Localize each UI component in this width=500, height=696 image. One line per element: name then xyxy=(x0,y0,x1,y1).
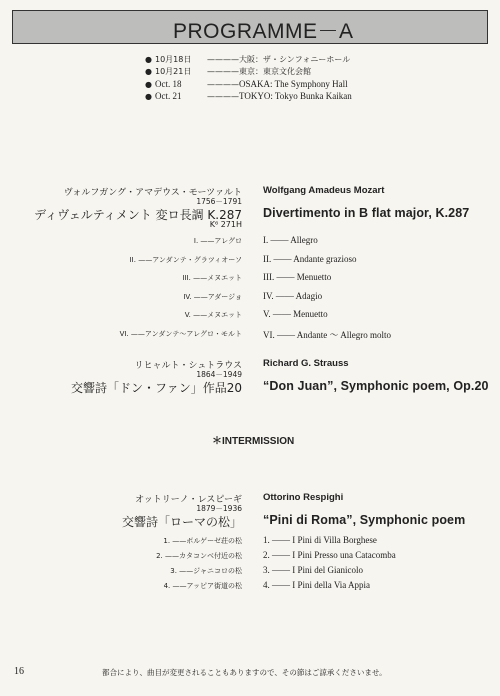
schedule-venue: 東京：東京文化会館 xyxy=(239,67,311,76)
programme-title: PROGRAMME－A xyxy=(173,20,354,43)
schedule-date: 10月21日 xyxy=(155,67,192,76)
schedule-venue: TOKYO: Tokyo Bunka Kaikan xyxy=(239,91,352,101)
movement-en: V. —— Menuetto xyxy=(263,309,328,319)
movement-jp: VI. ——アンダンテ～アレグロ・モルト xyxy=(119,329,242,338)
schedule-separator: ———— xyxy=(207,67,239,76)
respighi-jp-title: 交響詩「ローマの松」 xyxy=(121,515,242,529)
movement-jp: 2. ——カタコンベ付近の松 xyxy=(156,552,242,560)
mozart-jp-title: ディヴェルティメント 変ロ長調 K.287 xyxy=(34,208,242,222)
schedule-venue: OSAKA: The Symphony Hall xyxy=(239,79,348,89)
mozart-en-title: Divertimento in B flat major, K.287 xyxy=(263,206,470,220)
footer-note: 都合により、曲目が変更されることもありますので、その節はご諒承くださいませ。 xyxy=(102,668,387,677)
movement-en: VI. —— Andante ～ Allegro molto xyxy=(263,329,391,340)
movement-jp: 1. ——ボルゲーゼ荘の松 xyxy=(163,537,242,545)
strauss-en-title: “Don Juan”, Symphonic poem, Op.20 xyxy=(263,379,489,393)
movement-jp: III. ——メヌエット xyxy=(182,274,242,282)
movement-jp: 3. ——ジャニコロの松 xyxy=(170,567,242,575)
schedule-date: 10月18日 xyxy=(155,55,192,64)
schedule-row xyxy=(145,54,352,66)
respighi-jp-name: オットリーノ・レスピーギ xyxy=(135,495,242,505)
movement-jp: V. ——メヌエット xyxy=(184,311,242,319)
bullet-icon: ● xyxy=(145,67,152,76)
movement-en: I. —— Allegro xyxy=(263,235,318,245)
movement-en: IV. —— Adagio xyxy=(263,290,323,301)
schedule-list xyxy=(145,54,352,102)
strauss-jp-title: 交響詩「ドン・ファン」作品20 xyxy=(70,381,242,395)
programme-header xyxy=(12,10,488,44)
respighi-years: 1879－1936 xyxy=(196,504,242,513)
schedule-date: Oct. 21 xyxy=(155,91,182,101)
bullet-icon: ● xyxy=(145,80,152,89)
mozart-jp-name: ヴォルフガング・アマデウス・モーツァルト xyxy=(63,188,242,198)
mozart-en-name: Wolfgang Amadeus Mozart xyxy=(263,185,385,196)
strauss-years: 1864－1949 xyxy=(196,370,242,379)
movement-en: 3. —— I Pini del Gianicolo xyxy=(263,565,363,575)
page-number: 16 xyxy=(14,666,24,677)
schedule-row xyxy=(145,90,352,102)
movement-en: II. —— Andante grazioso xyxy=(263,253,357,264)
schedule-separator: ———— xyxy=(207,55,239,64)
movement-en: 4. —— I Pini della Via Appia xyxy=(263,580,371,590)
movement-jp: IV. ——アダージョ xyxy=(183,292,242,301)
intermission-label: ＊INTERMISSION xyxy=(212,436,295,447)
strauss-en-name: Richard G. Strauss xyxy=(263,358,349,369)
movement-en: III. —— Menuetto xyxy=(263,272,332,282)
schedule-separator: ———— xyxy=(207,92,239,101)
movement-jp: I. ——アレグロ xyxy=(193,237,242,245)
respighi-en-name: Ottorino Respighi xyxy=(263,492,344,503)
schedule-row xyxy=(145,78,352,90)
bullet-icon: ● xyxy=(145,55,152,64)
mozart-catalog: K⁶ 271H xyxy=(209,220,242,229)
strauss-jp-name: リヒャルト・シュトラウス xyxy=(134,361,242,371)
movement-jp: 4. ——アッピア街道の松 xyxy=(163,582,242,590)
schedule-row xyxy=(145,66,352,78)
movement-en: 1. —— I Pini di Villa Borghese xyxy=(263,535,377,545)
movement-jp: II. ——アンダンテ・グラツィオーソ xyxy=(129,255,242,264)
movement-en: 2. —— I Pini Presso una Catacomba xyxy=(263,550,396,560)
respighi-en-title: “Pini di Roma”, Symphonic poem xyxy=(263,513,466,527)
schedule-venue: 大阪：ザ・シンフォニーホール xyxy=(239,55,351,64)
schedule-separator: ———— xyxy=(207,80,239,89)
bullet-icon: ● xyxy=(145,92,152,101)
schedule-date: Oct. 18 xyxy=(155,79,182,89)
mozart-years: 1756－1791 xyxy=(196,197,242,206)
